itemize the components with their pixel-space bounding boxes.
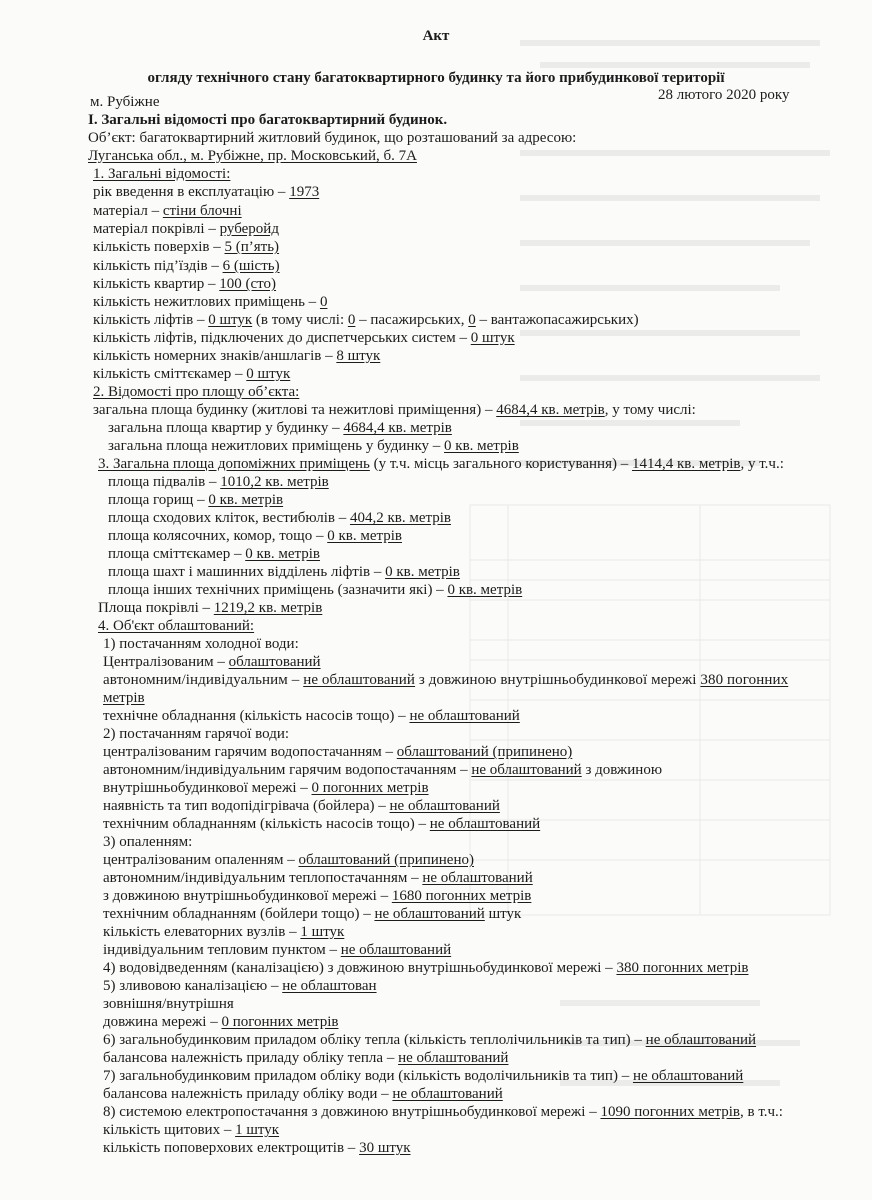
doc-line: кількість елеваторних вузлів – 1 штук <box>103 924 345 940</box>
doc-line: кількість квартир – 100 (сто) <box>93 276 277 292</box>
object-address: Луганська обл., м. Рубіжне, пр. Московський, б. 7А <box>88 148 417 164</box>
doc-line: площа підвалів – 1010,2 кв. метрів <box>108 474 329 490</box>
doc-line: кількість ліфтів – 0 штук (в тому числі: 0 – пасажирських, 0 – вантажопасажирських) <box>93 312 639 328</box>
doc-line: 5) зливовою каналізацією – не облаштован <box>103 978 377 994</box>
doc-line: кількість поверхів – 5 (п’ять) <box>93 239 280 255</box>
doc-line: Площа покрівлі – 1219,2 кв. метрів <box>98 600 323 616</box>
object-description: Об’єкт: багатоквартирний житловий будинок, що розташований за адресою: <box>88 130 577 146</box>
doc-line: технічним обладнанням (бойлери тощо) – не облаштований штук <box>103 906 522 922</box>
doc-line: 6) загальнобудинковим приладом обліку тепла (кількість теплолічильників та тип) – не облаштований <box>103 1032 757 1048</box>
subsection-heading: 2. Відомості про площу об’єкта: <box>93 384 300 400</box>
doc-line: 4) водовідведенням (каналізацією) з довжиною внутрішньобудинкової мережі – 380 погонних метрів <box>103 960 749 976</box>
section-heading: І. Загальні відомості про багатоквартирний будинок. <box>88 112 448 128</box>
doc-line: загальна площа квартир у будинку – 4684,4 кв. метрів <box>108 420 452 436</box>
doc-line: балансова належність приладу обліку води – не облаштований <box>103 1086 503 1102</box>
doc-line: технічним обладнанням (кількість насосів тощо) – не облаштований <box>103 816 541 832</box>
doc-line: автономним/індивідуальним гарячим водопостачанням – не облаштований з довжиною <box>103 762 663 778</box>
date-label: 28 лютого 2020 року <box>658 87 790 103</box>
doc-line: 8) системою електропостачання з довжиною внутрішньобудинкової мережі – 1090 погонних метрів, в т.ч.: <box>103 1104 783 1120</box>
doc-line: площа колясочних, комор, тощо – 0 кв. метрів <box>108 528 402 544</box>
doc-line: матеріал покрівлі – руберойд <box>93 221 279 237</box>
doc-line: з довжиною внутрішньобудинкової мережі – 1680 погонних метрів <box>103 888 532 904</box>
doc-line: кількість під’їздів – 6 (шість) <box>93 258 280 274</box>
document-subtitle: огляду технічного стану багатоквартирного будинку та його прибудинкової території <box>147 70 725 86</box>
doc-line: 3. Загальна площа допоміжних приміщень (у т.ч. місць загального користування) – 1414,4 кв. метрів, у т.ч.: <box>98 456 784 472</box>
doc-line: технічне обладнання (кількість насосів тощо) – не облаштований <box>103 708 520 724</box>
doc-line: площа шахт і машинних відділень ліфтів – 0 кв. метрів <box>108 564 460 580</box>
doc-line: внутрішньобудинкової мережі – 0 погонних метрів <box>103 780 429 796</box>
doc-line: площа сходових кліток, вестибюлів – 404,2 кв. метрів <box>108 510 451 526</box>
doc-line: матеріал – стіни блочні <box>93 203 242 219</box>
doc-line: кількість поповерхових електрощитів – 30 штук <box>103 1140 411 1156</box>
doc-line: загальна площа нежитлових приміщень у будинку – 0 кв. метрів <box>108 438 519 454</box>
doc-line: централізованим гарячим водопостачанням – облаштований (припинено) <box>103 744 573 760</box>
doc-line: індивідуальним тепловим пунктом – не облаштований <box>103 942 452 958</box>
subsection-heading: 4. Об'єкт облаштований: <box>98 618 255 634</box>
doc-line: кількість нежитлових приміщень – 0 <box>93 294 328 310</box>
doc-line: автономним/індивідуальним – не облаштований з довжиною внутрішньобудинкової мережі 380 погонних <box>103 672 789 688</box>
doc-line: площа інших технічних приміщень (зазначити які) – 0 кв. метрів <box>108 582 523 598</box>
doc-line: площа горищ – 0 кв. метрів <box>108 492 284 508</box>
doc-line: загальна площа будинку (житлові та нежитлові приміщення) – 4684,4 кв. метрів, у тому числі: <box>93 402 696 418</box>
subsection-heading: 1. Загальні відомості: <box>93 166 231 182</box>
doc-line: кількість номерних знаків/аншлагів – 8 штук <box>93 348 381 364</box>
doc-line: довжина мережі – 0 погонних метрів <box>103 1014 339 1030</box>
doc-line: 2) постачанням гарячої води: <box>103 726 290 742</box>
doc-line: площа сміттєкамер – 0 кв. метрів <box>108 546 320 562</box>
document-title: Акт <box>422 28 450 44</box>
doc-line: 7) загальнобудинковим приладом обліку води (кількість водолічильників та тип) – не облаштований <box>103 1068 744 1084</box>
doc-line: балансова належність приладу обліку тепла – не облаштований <box>103 1050 509 1066</box>
doc-line: зовнішня/внутрішня <box>103 996 234 1012</box>
doc-line: автономним/індивідуальним теплопостачанням – не облаштований <box>103 870 533 886</box>
doc-line: рік введення в експлуатацію – 1973 <box>93 184 320 200</box>
doc-line: наявність та тип водопідігрівача (бойлера) – не облаштований <box>103 798 500 814</box>
doc-line: централізованим опаленням – облаштований (припинено) <box>103 852 474 868</box>
doc-line: 3) опаленням: <box>103 834 193 850</box>
doc-line: Централізованим – облаштований <box>103 654 321 670</box>
doc-line: метрів <box>103 690 145 706</box>
doc-line: 1) постачанням холодної води: <box>103 636 299 652</box>
doc-line: кількість сміттєкамер – 0 штук <box>93 366 291 382</box>
doc-line: кількість щитових – 1 штук <box>103 1122 280 1138</box>
doc-line: кількість ліфтів, підключених до диспетчерських систем – 0 штук <box>93 330 515 346</box>
place-label: м. Рубіжне <box>90 94 160 110</box>
